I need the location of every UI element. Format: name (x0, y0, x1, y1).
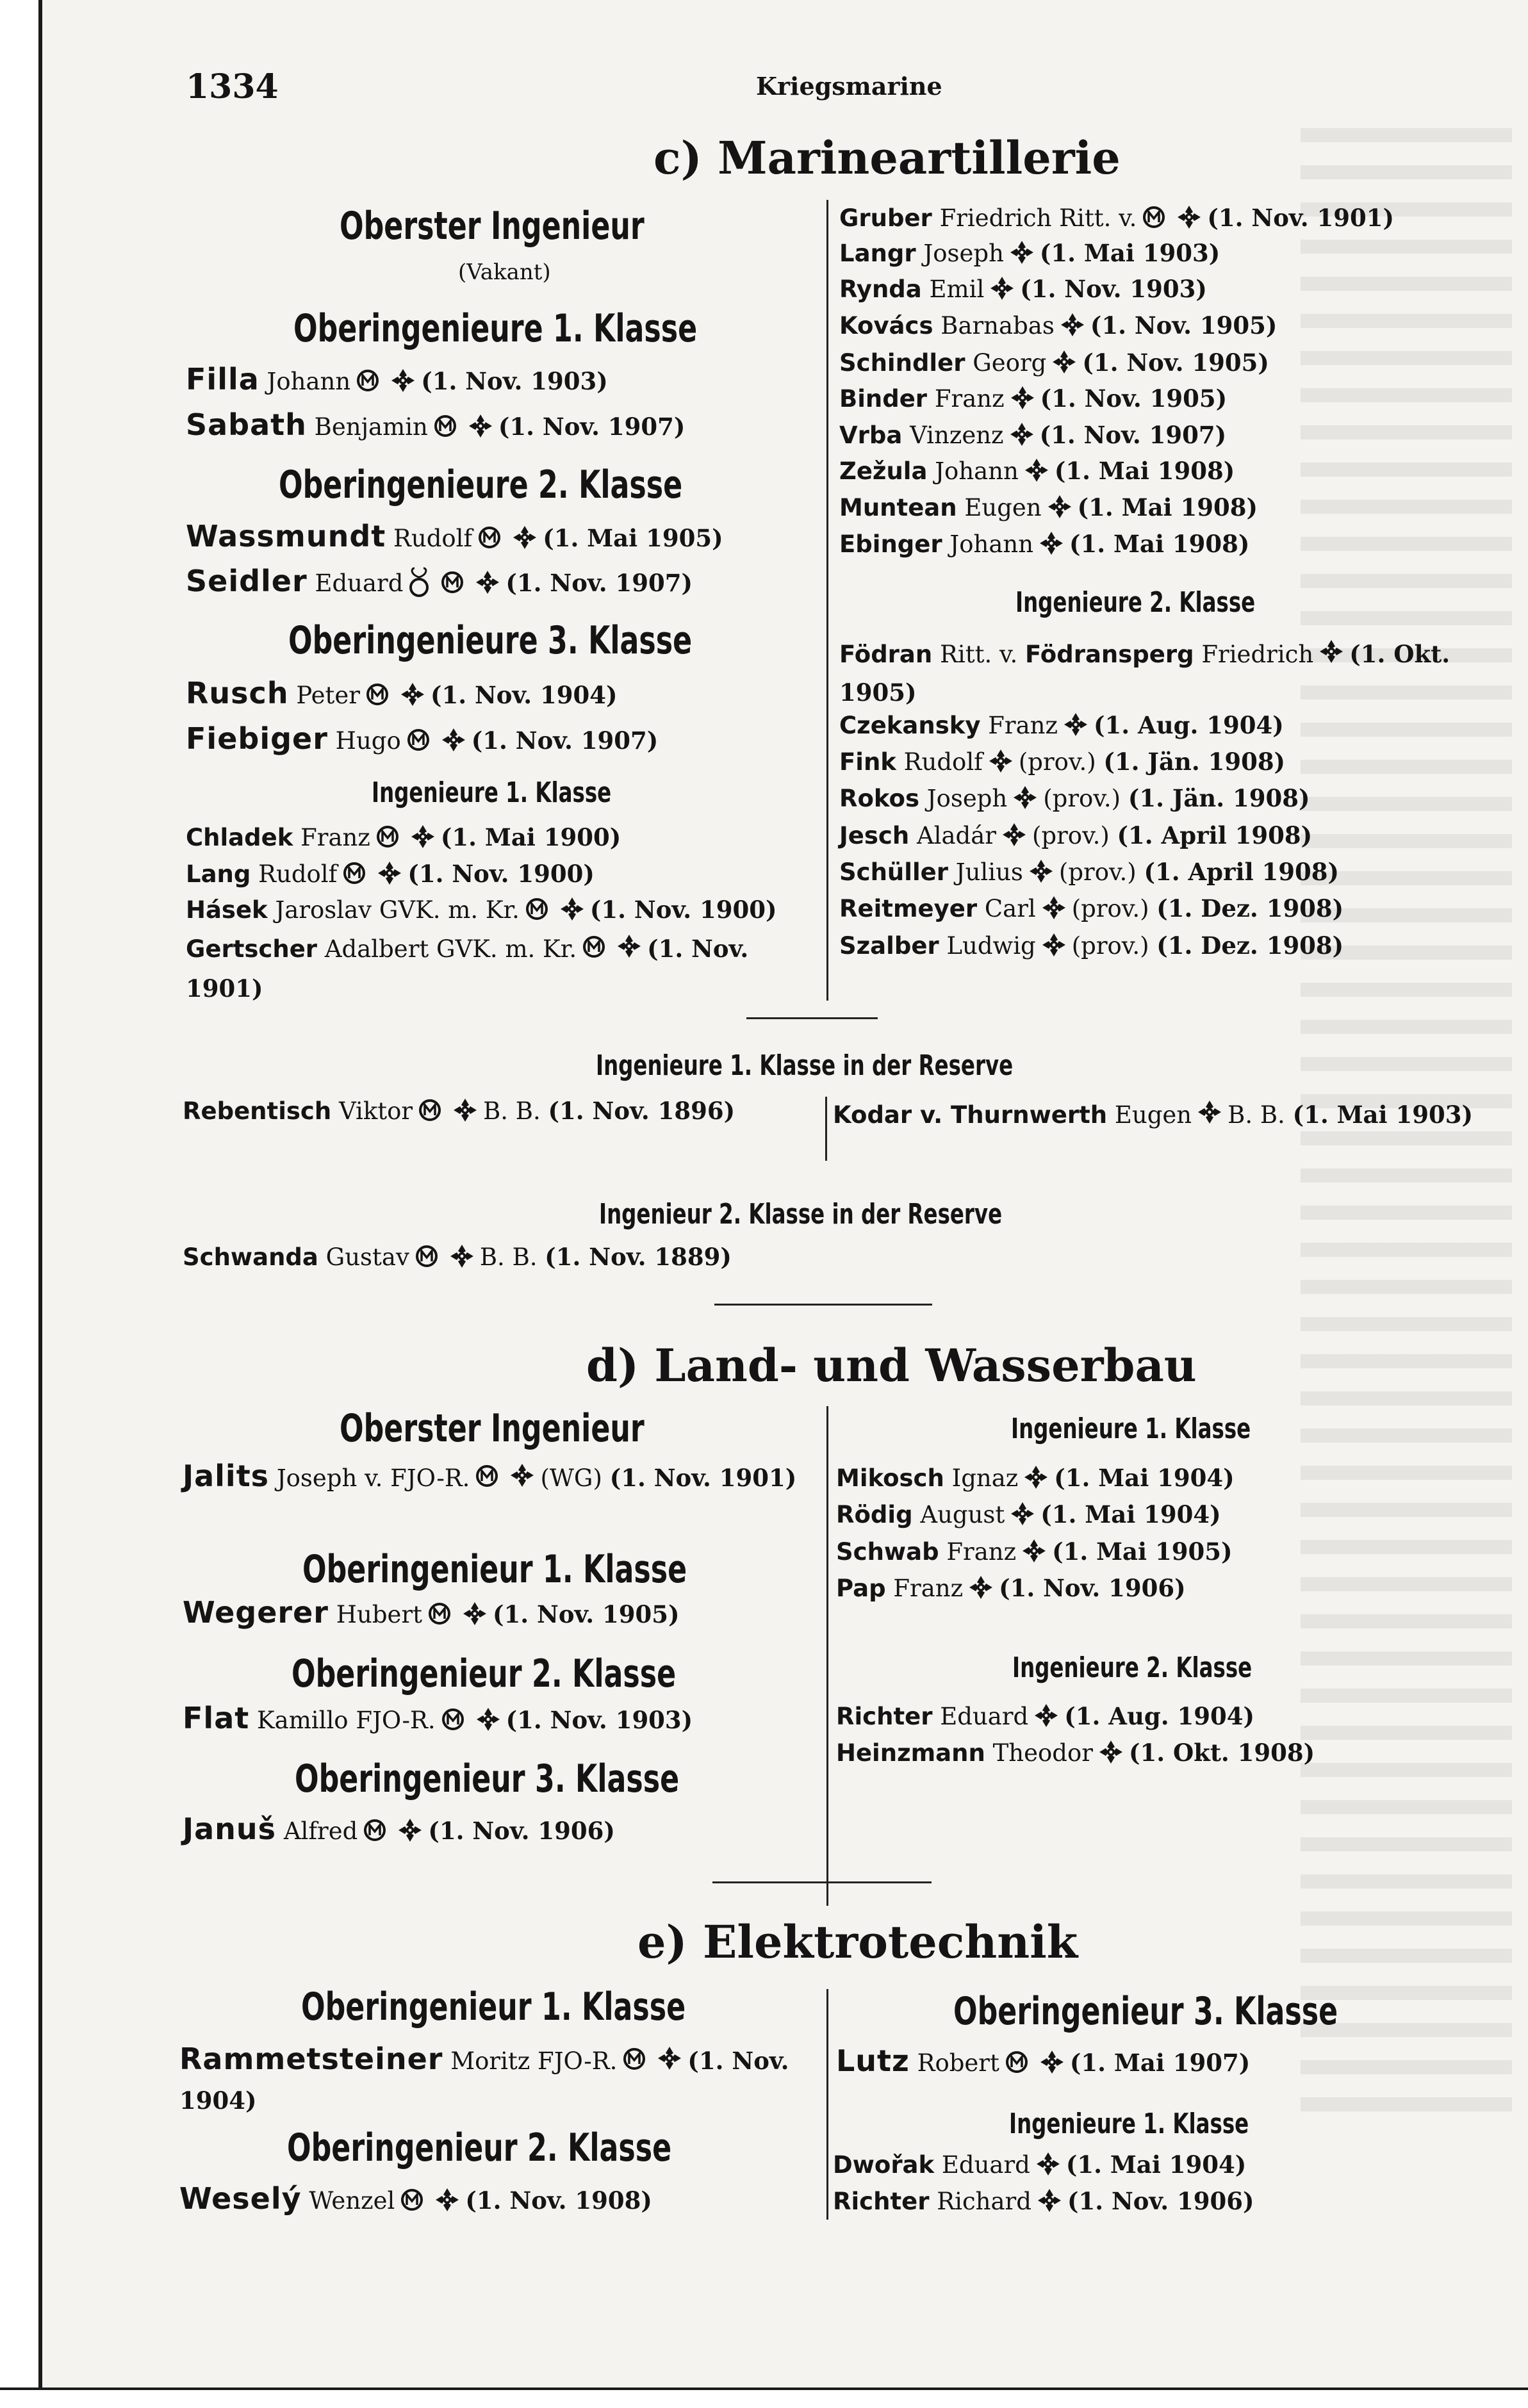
entry-rebentisch: Rebentisch Viktor B. B. (1. Nov. 1896) (183, 1097, 735, 1129)
entry-janus: Januš Alfred (1. Nov. 1906) (183, 1812, 615, 1849)
cross-icon (1039, 2049, 1065, 2081)
section-title-d: d) Land- und Wasserbau (586, 1339, 1197, 1392)
column-divider (825, 1097, 827, 1161)
entry-rynda: Rynda Emil (1. Nov. 1903) (839, 275, 1207, 307)
cross-icon (400, 682, 425, 713)
entry-jesch: Jesch Aladár (prov.) (1. April 1908) (839, 821, 1312, 853)
heading-oberingenieur-3: Oberingenieur 3. Klasse (295, 1757, 680, 1801)
heading-oberingenieur-2: Oberingenieur 2. Klasse (292, 1651, 677, 1696)
cross-icon (1041, 932, 1067, 963)
entry-schwanda: Schwanda Gustav B. B. (1. Nov. 1889) (183, 1243, 732, 1275)
cross-icon (988, 748, 1014, 780)
entry-szalber: Szalber Ludwig (prov.) (1. Dez. 1908) (839, 931, 1343, 963)
cross-icon (441, 727, 466, 758)
cross-icon (1060, 312, 1085, 343)
cross-icon (559, 896, 585, 928)
m-medal-icon (477, 525, 502, 555)
entry-ebinger: Ebinger Johann (1. Mai 1908) (839, 530, 1249, 562)
heading-oberingenieur-1: Oberingenieur 1. Klasse (301, 1985, 686, 2029)
entry-pap: Pap Franz (1. Nov. 1906) (836, 1574, 1186, 1606)
entry-flat: Flat Kamillo FJO-R. (1. Nov. 1903) (183, 1701, 693, 1738)
m-medal-icon (525, 897, 549, 927)
m-medal-icon (342, 861, 366, 891)
heading-reserve-1: Ingenieure 1. Klasse in der Reserve (596, 1049, 1014, 1082)
entry-gruber: Gruber Friedrich Ritt. v. (1. Nov. 1901) (839, 204, 1394, 236)
cross-icon (989, 275, 1015, 307)
entry-lang: Lang Rudolf (1. Nov. 1900) (186, 860, 595, 892)
cross-icon (1010, 385, 1035, 416)
m-medal-icon (365, 682, 390, 712)
cross-icon (1197, 1099, 1222, 1135)
cross-icon (410, 824, 436, 855)
column-divider (826, 200, 828, 1001)
cross-icon (1098, 1739, 1124, 1771)
entry-czekansky: Czekansky Franz (1. Aug. 1904) (839, 711, 1284, 743)
entry-mikosch: Mikosch Ignaz (1. Mai 1904) (836, 1464, 1235, 1496)
entry-wassmundt: Wassmundt Rudolf (1. Mai 1905) (186, 519, 723, 556)
entry-fodran: Födran Ritt. v. Födransperg Friedrich (1. Okt. 1905) (839, 636, 1480, 711)
cross-icon (968, 1575, 994, 1606)
cross-icon (512, 525, 538, 556)
heading-ingenieure-1: Ingenieure 1. Klasse (372, 776, 612, 809)
m-medal-icon (622, 2045, 646, 2082)
running-title: Kriegsmarine (756, 72, 942, 101)
m-medal-icon (406, 728, 431, 758)
heading-oberingenieur-2: Oberingenieur 2. Klasse (287, 2125, 672, 2170)
cross-icon (1051, 349, 1077, 381)
cross-icon (377, 860, 402, 892)
cross-icon (1021, 1538, 1047, 1569)
entry-kodar: Kodar v. Thurnwerth Eugen B. B. (1. Mai 1903) (833, 1097, 1480, 1135)
entry-heinzmann: Heinzmann Theodor (1. Okt. 1908) (836, 1739, 1315, 1771)
heading-oberingenieure-2: Oberingenieure 2. Klasse (279, 463, 683, 507)
m-medal-icon (441, 1707, 465, 1737)
section-rule (714, 1304, 932, 1306)
cross-icon (1176, 204, 1202, 236)
cross-icon (1023, 1464, 1049, 1496)
cross-icon (657, 2045, 682, 2082)
cross-icon (616, 933, 642, 970)
cross-icon (1033, 1703, 1059, 1734)
section-title-c: c) Marineartillerie (653, 131, 1121, 184)
entry-zezula: Zežula Johann (1. Mai 1908) (839, 457, 1235, 489)
cross-icon (452, 1097, 478, 1129)
m-medal-icon (418, 1098, 442, 1128)
medal-icon (408, 566, 430, 605)
cross-icon (397, 1817, 423, 1849)
heading-ingenieure-2: Ingenieure 2. Klasse (1015, 586, 1256, 619)
cross-icon (475, 569, 500, 601)
section-rule (712, 1881, 932, 1883)
entry-binder: Binder Franz (1. Nov. 1905) (839, 384, 1227, 416)
entry-schwab: Schwab Franz (1. Mai 1905) (836, 1537, 1232, 1569)
entry-jalits: Jalits Joseph v. FJO-R. (WG) (1. Nov. 1901) (183, 1457, 817, 1499)
m-medal-icon (433, 414, 457, 444)
cross-icon (1012, 785, 1038, 816)
m-medal-icon (375, 824, 400, 855)
cross-icon (509, 1462, 535, 1499)
heading-oberster-ingenieur: Oberster Ingenieur (340, 204, 645, 249)
heading-oberingenieur-3: Oberingenieur 3. Klasse (953, 1989, 1338, 2034)
cross-icon (1009, 422, 1035, 453)
m-medal-icon (475, 1462, 499, 1499)
cross-icon (1024, 457, 1049, 489)
entry-hasek: Hásek Jaroslav GVK. m. Kr. (1. Nov. 1900) (186, 896, 776, 928)
cross-icon (1047, 494, 1072, 525)
m-medal-icon (415, 1244, 439, 1274)
cross-icon (390, 368, 416, 399)
entry-chladek: Chladek Franz (1. Mai 1900) (186, 823, 621, 855)
cross-icon (1319, 639, 1344, 675)
entry-sabath: Sabath Benjamin (1. Nov. 1907) (186, 407, 685, 445)
m-medal-icon (440, 570, 464, 600)
cross-icon (468, 413, 493, 445)
entry-langr: Langr Joseph (1. Mai 1903) (839, 239, 1220, 271)
heading-oberster-ingenieur: Oberster Ingenieur (340, 1406, 645, 1451)
m-medal-icon (356, 368, 380, 398)
entry-rammetsteiner: Rammetsteiner Moritz FJO-R. (1. Nov. 1904) (179, 2042, 789, 2115)
entry-fink: Fink Rudolf (prov.) (1. Jän. 1908) (839, 748, 1285, 780)
cross-icon (1063, 712, 1088, 743)
entry-schindler: Schindler Georg (1. Nov. 1905) (839, 348, 1269, 381)
cross-icon (1028, 858, 1054, 890)
column-divider (826, 1989, 828, 2220)
entry-filla: Filla Johann (1. Nov. 1903) (186, 362, 608, 399)
entry-fiebiger: Fiebiger Hugo (1. Nov. 1907) (186, 721, 658, 758)
section-rule (746, 1017, 878, 1019)
entry-gertscher: Gertscher Adalbert GVK. m. Kr. (1. Nov. 1901) (186, 930, 820, 1008)
entry-rokos: Rokos Joseph (prov.) (1. Jän. 1908) (839, 784, 1310, 816)
entry-schuller: Schüller Julius (prov.) (1. April 1908) (839, 858, 1339, 890)
heading-ingenieure-1: Ingenieure 1. Klasse (1011, 1413, 1251, 1445)
entry-muntean: Muntean Eugen (1. Mai 1908) (839, 493, 1258, 525)
cross-icon (434, 2187, 460, 2218)
entry-vrba: Vrba Vinzenz (1. Nov. 1907) (839, 421, 1226, 453)
page-number: 1334 (186, 67, 279, 106)
scan-left-edge (0, 0, 42, 2408)
cross-icon (1010, 1501, 1035, 1532)
m-medal-icon (400, 2188, 424, 2218)
entry-dworak: Dwořak Eduard (1. Mai 1904) (833, 2150, 1246, 2183)
m-medal-icon (1005, 2050, 1029, 2080)
cross-icon (1041, 895, 1067, 926)
section-title-e: e) Elektrotechnik (637, 1915, 1078, 1969)
cross-icon (449, 1243, 475, 1275)
m-medal-icon (582, 933, 606, 970)
scan-bottom-edge (0, 2388, 1528, 2408)
heading-ingenieure-1: Ingenieure 1. Klasse (1009, 2108, 1249, 2140)
entry-seidler: Seidler Eduard (1. Nov. 1907) (186, 564, 693, 605)
entry-richter-richard: Richter Richard (1. Nov. 1906) (833, 2187, 1254, 2219)
heading-oberingenieure-1: Oberingenieure 1. Klasse (293, 306, 698, 351)
entry-rusch: Rusch Peter (1. Nov. 1904) (186, 676, 617, 713)
m-medal-icon (1142, 205, 1166, 235)
heading-oberingenieur-1: Oberingenieur 1. Klasse (302, 1547, 687, 1592)
cross-icon (475, 1707, 501, 1738)
cross-icon (462, 1601, 488, 1632)
heading-oberingenieure-3: Oberingenieure 3. Klasse (288, 618, 693, 663)
heading-reserve-2: Ingenieur 2. Klasse in der Reserve (599, 1198, 1003, 1231)
entry-wegerer: Wegerer Hubert (1. Nov. 1905) (183, 1595, 680, 1632)
cross-icon (1039, 530, 1064, 562)
cross-icon (1037, 2188, 1062, 2219)
entry-richter-eduard: Richter Eduard (1. Aug. 1904) (836, 1702, 1254, 1734)
entry-kovacs: Kovács Barnabas (1. Nov. 1905) (839, 311, 1277, 343)
m-medal-icon (427, 1601, 452, 1632)
entry-reitmeyer: Reitmeyer Carl (prov.) (1. Dez. 1908) (839, 894, 1343, 926)
entry-lutz: Lutz Robert (1. Mai 1907) (836, 2044, 1250, 2081)
cross-icon (1001, 822, 1027, 853)
cross-icon (1009, 240, 1035, 271)
m-medal-icon (363, 1818, 387, 1848)
cross-icon (1035, 2151, 1061, 2183)
entry-rodig: Rödig August (1. Mai 1904) (836, 1500, 1221, 1532)
vakant-note: (Vakant) (458, 259, 551, 285)
heading-ingenieure-2: Ingenieure 2. Klasse (1012, 1651, 1253, 1684)
entry-wesely: Weselý Wenzel (1. Nov. 1908) (179, 2181, 652, 2218)
column-divider (826, 1406, 828, 1906)
